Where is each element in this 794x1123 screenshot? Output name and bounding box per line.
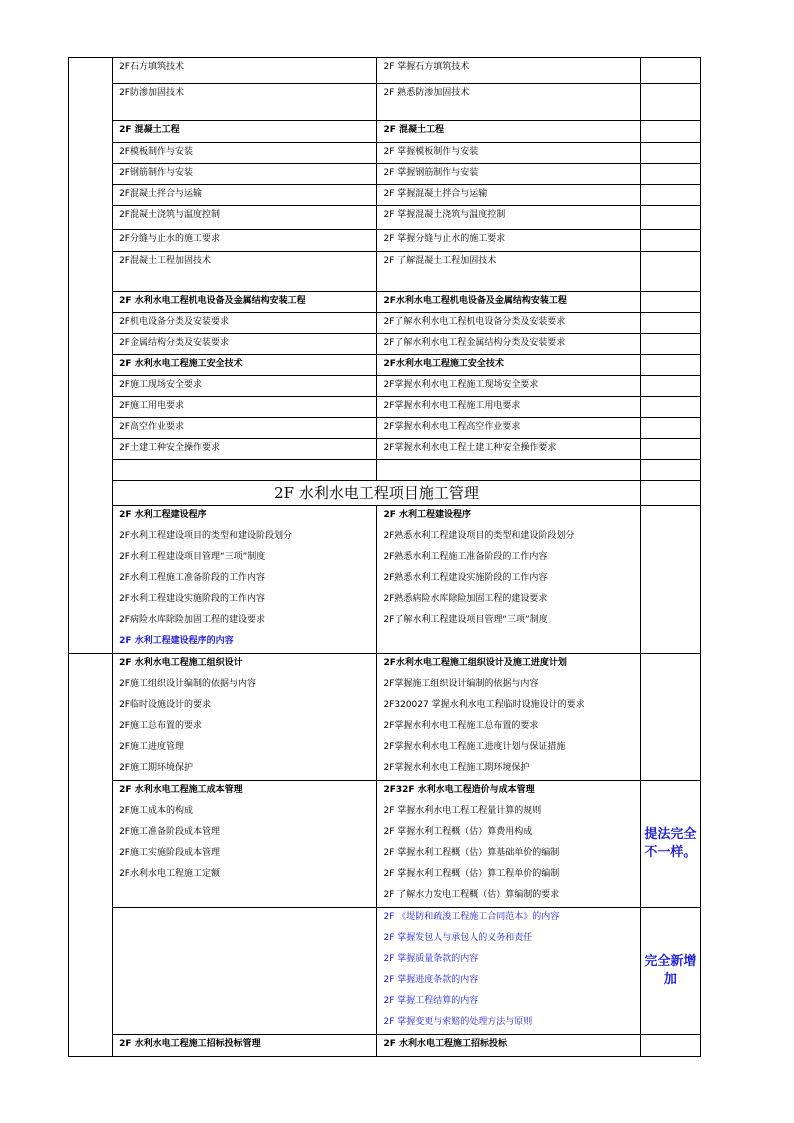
margin-cell xyxy=(69,313,113,334)
left-cell xyxy=(113,654,377,781)
list-item: 2F病险水库除险加固工程的建设要求 xyxy=(119,615,265,625)
right-item: 2F 掌握钢筋制作与安装 xyxy=(383,168,479,178)
remark-cell xyxy=(640,58,700,84)
left-cell xyxy=(113,121,377,143)
remark-cell xyxy=(640,313,700,334)
margin-cell xyxy=(69,481,113,506)
remark-cell xyxy=(640,185,700,206)
remark-cell xyxy=(640,481,700,506)
left-cell xyxy=(113,84,377,121)
list-item xyxy=(377,632,639,653)
right-item: 2F水利水电工程机电设备及金属结构安装工程 xyxy=(383,296,567,306)
table-row xyxy=(69,185,701,206)
left-item: 2F钢筋制作与安装 xyxy=(119,168,193,178)
left-cell xyxy=(113,230,377,252)
margin-cell xyxy=(69,121,113,143)
list-item: 2F 了解水力发电工程概（估）算编制的要求 xyxy=(383,890,560,900)
table-row xyxy=(69,460,701,481)
table-row xyxy=(69,654,701,781)
table-row xyxy=(69,58,701,84)
left-item: 2F高空作业要求 xyxy=(119,422,184,432)
margin-cell xyxy=(69,654,113,781)
left-item: 2F 水利水电工程施工招标投标管理 xyxy=(119,1039,261,1049)
list-item: 2F施工进度管理 xyxy=(119,742,184,752)
margin-cell xyxy=(69,460,113,481)
margin-cell xyxy=(69,1035,113,1057)
right-cell xyxy=(377,164,640,185)
list-item: 2F 水利水电工程施工成本管理 xyxy=(119,785,243,795)
margin-cell xyxy=(69,908,113,1035)
table-row xyxy=(69,355,701,376)
list-item: 2F掌握水利水电工程施工总布置的要求 xyxy=(383,721,539,731)
margin-cell xyxy=(69,439,113,460)
margin-cell xyxy=(69,506,113,654)
left-cell xyxy=(113,334,377,355)
margin-cell xyxy=(69,230,113,252)
remark-cell xyxy=(640,439,700,460)
right-item: 2F 混凝土工程 xyxy=(383,125,445,135)
right-cell xyxy=(377,230,640,252)
remark-cell xyxy=(640,143,700,164)
list-item: 2F 掌握工程结算的内容 xyxy=(383,996,479,1006)
right-cell xyxy=(377,397,640,418)
right-cell xyxy=(377,143,640,164)
right-item: 2F 掌握分缝与止水的施工要求 xyxy=(383,234,506,244)
left-cell xyxy=(113,313,377,334)
section-title-row xyxy=(69,481,701,506)
list-item: 2F水利工程建设项目管理“三项”制度 xyxy=(119,552,266,562)
right-item: 2F掌握水利水电工程高空作业要求 xyxy=(383,422,521,432)
right-cell xyxy=(377,460,640,481)
left-item: 2F混凝土工程加固技术 xyxy=(119,256,211,266)
left-item: 2F混凝土浇筑与温度控制 xyxy=(119,210,220,220)
left-cell xyxy=(113,185,377,206)
left-item: 2F施工用电要求 xyxy=(119,401,184,411)
left-item: 2F分缝与止水的施工要求 xyxy=(119,234,220,244)
margin-cell xyxy=(69,355,113,376)
right-cell xyxy=(377,206,640,230)
remark-cell xyxy=(640,397,700,418)
right-item: 2F 掌握混凝土浇筑与温度控制 xyxy=(383,210,506,220)
list-item: 2F施工期环境保护 xyxy=(119,763,193,773)
right-cell xyxy=(377,121,640,143)
left-cell xyxy=(113,439,377,460)
remark-cell xyxy=(640,654,700,781)
left-item: 2F土建工种安全操作要求 xyxy=(119,443,220,453)
remark-cell xyxy=(640,506,700,654)
right-cell xyxy=(377,376,640,397)
list-item: 2F 水利水电工程施工组织设计 xyxy=(119,658,243,668)
right-cell xyxy=(377,313,640,334)
list-item: 2F熟悉水利工程建设实施阶段的工作内容 xyxy=(383,573,548,583)
left-cell xyxy=(113,460,377,481)
left-item: 2F防渗加固技术 xyxy=(119,88,184,98)
margin-cell xyxy=(69,84,113,121)
right-cell xyxy=(377,252,640,292)
list-item: 2F 掌握水利工程概（估）算费用构成 xyxy=(383,827,533,837)
remark-cell xyxy=(640,230,700,252)
list-item: 2F熟悉水利工程施工准备阶段的工作内容 xyxy=(383,552,548,562)
left-cell xyxy=(113,143,377,164)
list-item: 2F 掌握进度条款的内容 xyxy=(383,975,479,985)
remark-cell xyxy=(640,121,700,143)
margin-cell xyxy=(69,397,113,418)
right-cell xyxy=(377,355,640,376)
table-row xyxy=(69,84,701,121)
left-item: 2F混凝土拌合与运输 xyxy=(119,189,202,199)
table-row xyxy=(69,230,701,252)
right-cell xyxy=(377,654,640,781)
right-item: 2F 了解混凝土工程加固技术 xyxy=(383,256,497,266)
right-item: 2F水利水电工程施工安全技术 xyxy=(383,359,504,369)
list-item: 2F掌握水利水电工程施工进度计划与保证措施 xyxy=(383,742,566,752)
list-item: 2F施工成本的构成 xyxy=(119,806,193,816)
list-item: 2F掌握施工组织设计编制的依据与内容 xyxy=(383,679,539,689)
margin-cell xyxy=(69,164,113,185)
list-item: 2F32F 水利水电工程造价与成本管理 xyxy=(383,785,535,795)
remark-cell xyxy=(640,1035,700,1057)
right-item: 2F 掌握混凝土拌合与运输 xyxy=(383,189,488,199)
list-item: 2F水利水电工程施工定额 xyxy=(119,869,220,879)
right-cell xyxy=(377,418,640,439)
right-item: 2F掌握水利水电工程土建工种安全操作要求 xyxy=(383,443,557,453)
right-item xyxy=(377,460,639,464)
list-item: 2F了解水利工程建设项目管理“三项”制度 xyxy=(383,615,548,625)
table-row xyxy=(69,143,701,164)
table-row xyxy=(69,397,701,418)
table-row xyxy=(69,292,701,313)
right-cell xyxy=(377,185,640,206)
right-item: 2F 水利水电工程施工招标投标 xyxy=(383,1039,508,1049)
list-item: 2F 掌握水利水电工程工程量计算的规则 xyxy=(383,806,542,816)
left-cell xyxy=(113,1035,377,1057)
right-item: 2F 掌握石方填筑技术 xyxy=(383,62,470,72)
right-item: 2F 熟悉防渗加固技术 xyxy=(383,88,470,98)
list-item: 2F 掌握质量条款的内容 xyxy=(383,954,479,964)
list-item: 2F 掌握变更与索赔的处理方法与原则 xyxy=(383,1017,533,1027)
left-item xyxy=(113,460,376,464)
left-cell xyxy=(113,376,377,397)
right-cell xyxy=(377,84,640,121)
list-item: 2F施工准备阶段成本管理 xyxy=(119,827,220,837)
left-item: 2F机电设备分类及安装要求 xyxy=(119,317,229,327)
left-cell xyxy=(113,164,377,185)
table-row xyxy=(69,121,701,143)
list-item: 2F水利工程建设实施阶段的工作内容 xyxy=(119,594,265,604)
margin-cell xyxy=(69,206,113,230)
table-row xyxy=(69,313,701,334)
table-row xyxy=(69,164,701,185)
list-item: 2F 掌握水利工程概（估）算基础单价的编制 xyxy=(383,848,560,858)
right-item: 2F 掌握模板制作与安装 xyxy=(383,147,479,157)
left-item: 2F 水利水电工程施工安全技术 xyxy=(119,359,243,369)
table-row xyxy=(69,1035,701,1057)
right-item: 2F了解水利水电工程机电设备分类及安装要求 xyxy=(383,317,566,327)
right-cell xyxy=(377,506,640,654)
margin-cell xyxy=(69,58,113,84)
list-item: 2F 水利工程建设程序 xyxy=(119,510,207,520)
margin-cell xyxy=(69,418,113,439)
margin-cell xyxy=(69,781,113,908)
list-item: 2F施工实施阶段成本管理 xyxy=(119,848,220,858)
remark-cell xyxy=(640,206,700,230)
list-item: 2F掌握水利水电工程施工期环境保护 xyxy=(383,763,530,773)
right-item: 2F了解水利水电工程金属结构分类及安装要求 xyxy=(383,338,566,348)
margin-cell xyxy=(69,143,113,164)
table-row xyxy=(69,908,701,1035)
right-cell xyxy=(377,439,640,460)
left-cell xyxy=(113,355,377,376)
left-cell xyxy=(113,506,377,654)
list-item: 2F 掌握发包人与承包人的义务和责任 xyxy=(383,933,533,943)
right-cell xyxy=(377,781,640,908)
margin-cell xyxy=(69,185,113,206)
list-item: 2F熟悉病险水库除险加固工程的建设要求 xyxy=(383,594,548,604)
list-item: 2F临时设施设计的要求 xyxy=(119,700,211,710)
margin-cell xyxy=(69,334,113,355)
left-item: 2F施工现场安全要求 xyxy=(119,380,202,390)
table-row xyxy=(69,376,701,397)
left-cell xyxy=(113,206,377,230)
list-item: 2F 水利工程建设程序 xyxy=(383,510,472,520)
list-item: 2F熟悉水利工程建设项目的类型和建设阶段划分 xyxy=(383,531,575,541)
right-cell xyxy=(377,1035,640,1057)
table-row xyxy=(69,439,701,460)
document-page xyxy=(68,57,701,1057)
list-item: 2F水利工程施工准备阶段的工作内容 xyxy=(119,573,265,583)
right-item: 2F掌握水利水电工程施工现场安全要求 xyxy=(383,380,539,390)
left-cell xyxy=(113,252,377,292)
list-item: 2F 水利工程建设程序的内容 xyxy=(119,636,234,646)
list-item: 2F 《堤防和疏浚工程施工合同范本》的内容 xyxy=(383,912,560,922)
remark-cell xyxy=(640,252,700,292)
left-item: 2F石方填筑技术 xyxy=(119,62,184,72)
remark-cell xyxy=(640,164,700,185)
right-cell xyxy=(377,334,640,355)
left-cell xyxy=(113,292,377,313)
table-row xyxy=(69,781,701,908)
remark-cell xyxy=(640,460,700,481)
table-row xyxy=(69,418,701,439)
margin-cell xyxy=(69,252,113,292)
left-cell xyxy=(113,58,377,84)
left-cell xyxy=(113,781,377,908)
left-item: 2F模板制作与安装 xyxy=(119,147,193,157)
right-cell xyxy=(377,58,640,84)
left-item: 2F 水利水电工程机电设备及金属结构安装工程 xyxy=(119,296,306,306)
margin-cell xyxy=(69,292,113,313)
left-item: 2F金属结构分类及安装要求 xyxy=(119,338,229,348)
list-item: 2F320027 掌握水利水电工程临时设施设计的要求 xyxy=(383,700,585,710)
left-item: 2F 混凝土工程 xyxy=(119,125,180,135)
left-cell xyxy=(113,397,377,418)
right-cell xyxy=(377,908,640,1035)
list-item: 2F施工组织设计编制的依据与内容 xyxy=(119,679,256,689)
right-cell xyxy=(377,292,640,313)
table-row xyxy=(69,506,701,654)
table-row xyxy=(69,206,701,230)
remark-note: 提法完全不一样。 xyxy=(640,781,700,908)
list-item: 2F施工总布置的要求 xyxy=(119,721,202,731)
section-title: 2F 水利水电工程项目施工管理 xyxy=(113,481,641,506)
margin-cell xyxy=(69,376,113,397)
remark-cell xyxy=(640,334,700,355)
list-item: 2F 掌握水利工程概（估）算工程单价的编制 xyxy=(383,869,560,879)
remark-cell xyxy=(640,418,700,439)
table-row xyxy=(69,334,701,355)
list-item: 2F水利水电工程施工组织设计及施工进度计划 xyxy=(383,658,567,668)
list-item: 2F水利工程建设项目的类型和建设阶段划分 xyxy=(119,531,292,541)
remark-note: 完全新增加 xyxy=(640,908,700,1035)
left-cell xyxy=(113,908,377,1035)
syllabus-comparison-table xyxy=(68,57,701,1057)
right-item: 2F掌握水利水电工程施工用电要求 xyxy=(383,401,521,411)
remark-cell xyxy=(640,355,700,376)
remark-cell xyxy=(640,376,700,397)
remark-cell xyxy=(640,292,700,313)
left-cell xyxy=(113,418,377,439)
remark-cell xyxy=(640,84,700,121)
table-row xyxy=(69,252,701,292)
